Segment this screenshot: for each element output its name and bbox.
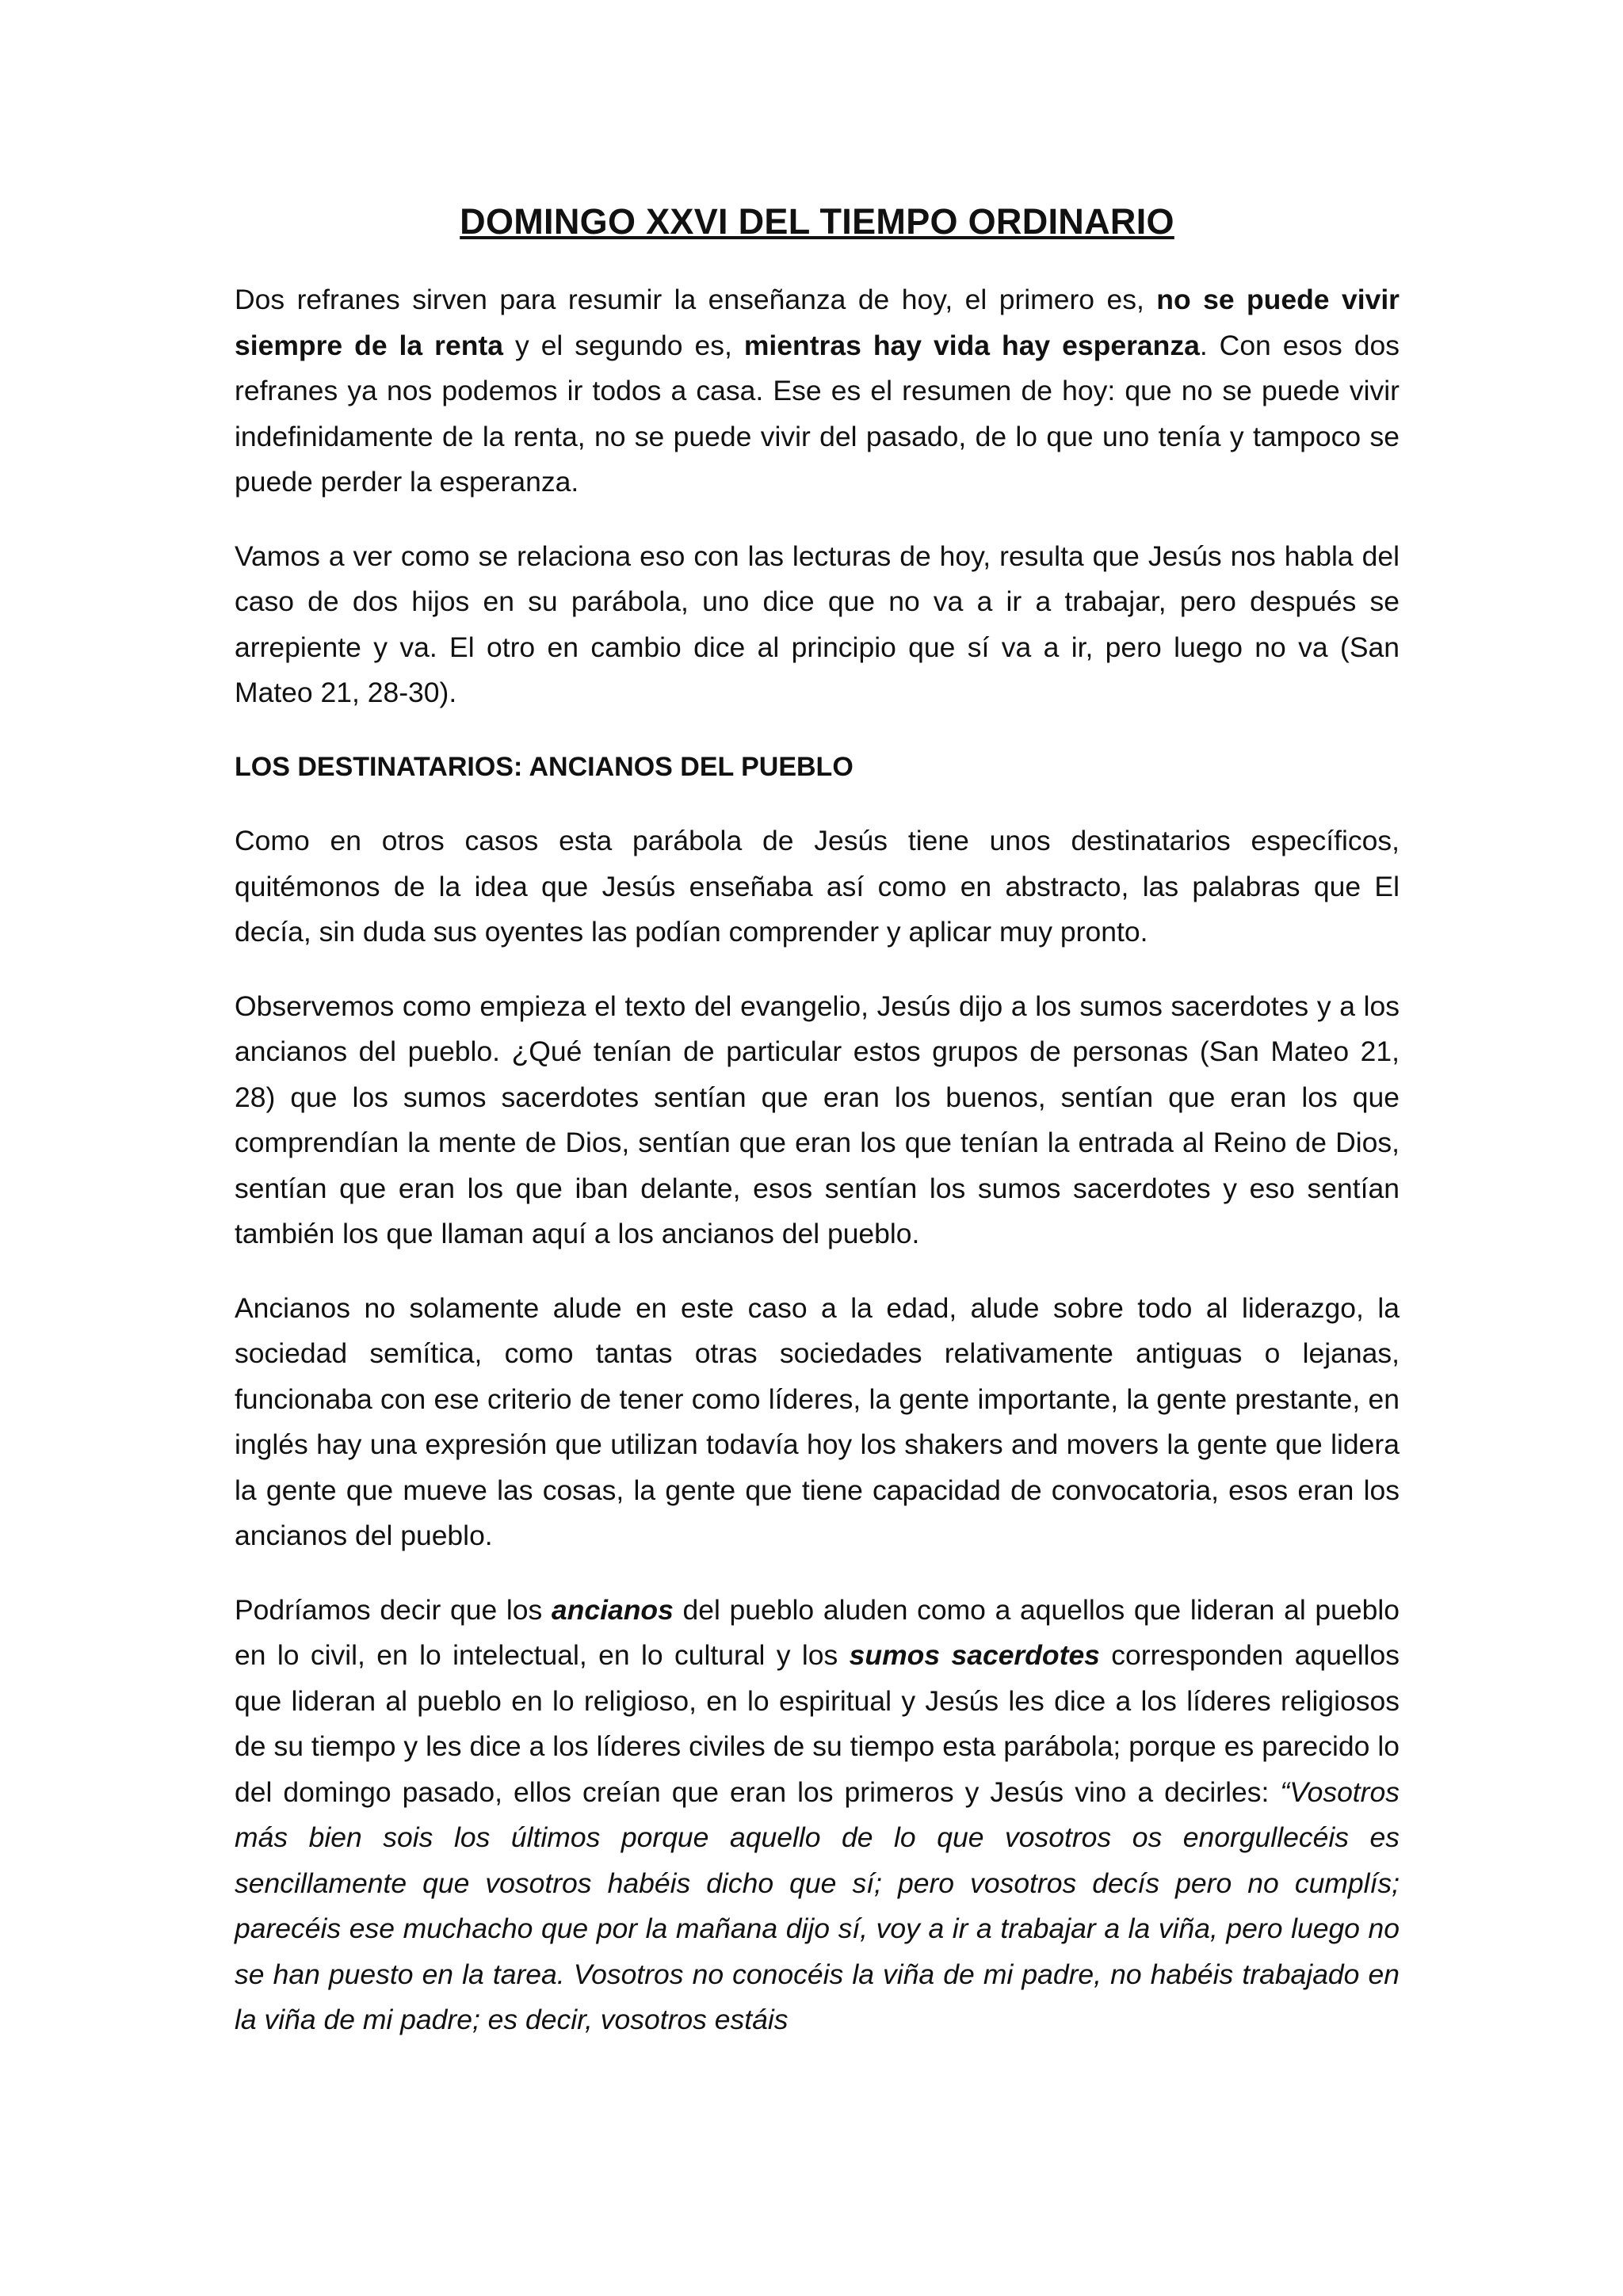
paragraph-6-text-a: Podríamos decir que los <box>235 1593 552 1626</box>
paragraph-5: Ancianos no solamente alude en este caso a la edad, alude sobre todo al liderazgo, la sociedad semítica, como tantas otras sociedades relativamente antiguas o lejanas, funcionaba con ese criterio de tener como líderes, la gente importante, la gente prestante, en inglés hay una expresión que utilizan todavía hoy los shakers and movers la gente que lidera la gente que mueve las cosas, la gente que tiene capacidad de convocatoria, esos eran los ancianos del pueblo. <box>235 1291 1400 1551</box>
paragraph-6-italic-quote: “Vosotros más bien sois los últimos porque aquello de lo que vosotros os enorgullecéis es sencillamente que vosotros habéis dicho que sí; pero vosotros decís pero no cumplís; parecéis ese muchacho que por la mañana dijo sí, voy a ir a trabajar a la viña, pero luego no se han puesto en la tarea. Vosotros no conocéis la viña de mi padre, no habéis trabajado en la viña de mi padre; es decir, vosotros estáis <box>235 1775 1400 2035</box>
paragraph-6-text-c: corresponden aquellos que lideran al pueblo en lo religioso, en lo espiritual y Jesús les dice a los líderes religiosos de su tiempo y les dice a los líderes civiles de su tiempo esta parábola; porque es parecido lo del domingo pasado, ellos creían que eran los primeros y Jesús vino a decirles: <box>235 1639 1400 1808</box>
paragraph-1-text-a: Dos refranes sirven para resumir la enseñanza de hoy, el primero es, <box>235 284 1157 315</box>
paragraph-1-bold-a: no se puede vivir siempre de la renta <box>235 284 1400 361</box>
paragraph-6-text-b: del pueblo aluden como a aquellos que lideran al pueblo en lo civil, en lo intelectual, en lo cultural y los <box>235 1593 1400 1671</box>
paragraph-3: Como en otros casos esta parábola de Jesús tiene unos destinatarios específicos, quitémonos de la idea que Jesús enseñaba así como en abstracto, las palabras que El decía, sin duda sus oyentes las podían comprender y aplicar muy pronto. <box>235 825 1400 948</box>
paragraph-6 <box>235 1588 1400 2043</box>
paragraph-2: Vamos a ver como se relaciona eso con las lecturas de hoy, resulta que Jesús nos habla del caso de dos hijos en su parábola, uno dice que no va a ir a trabajar, pero después se arrepiente y va. El otro en cambio dice al principio que sí va a ir, pero luego no va (San Mateo 21, 28-30). <box>235 540 1400 708</box>
paragraph-1-text-b: y el segundo es, <box>502 329 744 361</box>
document-page <box>235 198 1400 2072</box>
paragraph-6-bold-italic-a: ancianos <box>551 1593 674 1626</box>
paragraph-4: Observemos como empieza el texto del evangelio, Jesús dijo a los sumos sacerdotes y a los ancianos del pueblo. ¿Qué tenían de particular estos grupos de personas (San Mateo 21, 28) que los sumos sacerdotes sentían que eran los buenos, sentían que eran los que comprendían la mente de Dios, sentían que eran los que tenían la entrada al Reino de Dios, sentían que eran los que iban delante, esos sentían los sumos sacerdotes y eso sentían también los que llaman aquí a los ancianos del pueblo. <box>235 990 1400 1249</box>
paragraph-6-bold-italic-b: sumos sacerdotes <box>849 1639 1100 1671</box>
section-heading: LOS DESTINATARIOS: ANCIANOS DEL PUEBLO <box>235 751 854 782</box>
paragraph-1-text-c: . Con esos dos refranes ya nos podemos ir todos a casa. Ese es el resumen de hoy: que no se puede vivir indefinidamente de la renta, no se puede vivir del pasado, de lo que uno tenía y tampoco se puede perder la esperanza. <box>235 329 1400 498</box>
document-title: DOMINGO XXVI DEL TIEMPO ORDINARIO <box>460 201 1174 242</box>
paragraph-1-bold-b: mientras hay vida hay esperanza <box>743 329 1200 361</box>
paragraph-1 <box>235 277 1400 505</box>
